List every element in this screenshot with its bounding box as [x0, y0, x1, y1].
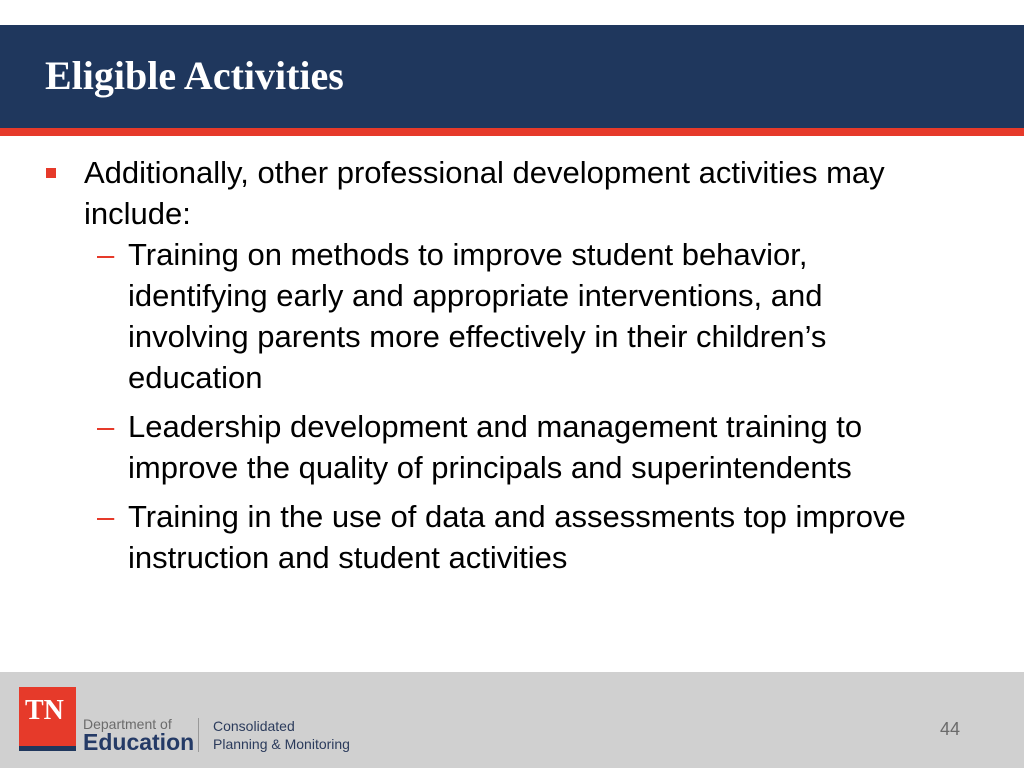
- program-line1: Consolidated: [213, 718, 295, 734]
- main-bullet: [0, 152, 924, 234]
- dept-line2: Education: [83, 729, 195, 755]
- sub-item-text: Training in the use of data and assessments top improve instruction and student activities: [128, 499, 906, 575]
- sub-item: [0, 406, 948, 488]
- tn-logo: [19, 687, 76, 751]
- sub-item-text: Leadership development and management training to improve the quality of principals and superintendents: [128, 409, 863, 485]
- sub-item: [0, 234, 948, 398]
- dash-bullet-icon: –: [97, 499, 115, 534]
- program-line2: Planning & Monitoring: [213, 736, 350, 752]
- dash-bullet-icon: –: [97, 409, 115, 444]
- footer-divider: [198, 718, 199, 752]
- page-number: 44: [940, 719, 961, 739]
- sub-item: [0, 496, 948, 578]
- dept-line1: Department of: [83, 716, 172, 732]
- square-bullet-icon: [46, 168, 56, 178]
- accent-rule: [0, 128, 1024, 136]
- sub-item-text: Training on methods to improve student behavior, identifying early and appropriate interventions, and involving parents more effectively in their children’s education: [128, 237, 827, 395]
- slide-content: [0, 152, 1024, 578]
- program-name: [213, 717, 350, 753]
- slide-title: Eligible Activities: [45, 53, 344, 98]
- dash-bullet-icon: –: [97, 237, 115, 272]
- tn-logo-text: TN: [25, 695, 64, 726]
- logo-bar: [19, 746, 76, 751]
- bullet-text: Additionally, other professional development activities may include:: [84, 155, 885, 231]
